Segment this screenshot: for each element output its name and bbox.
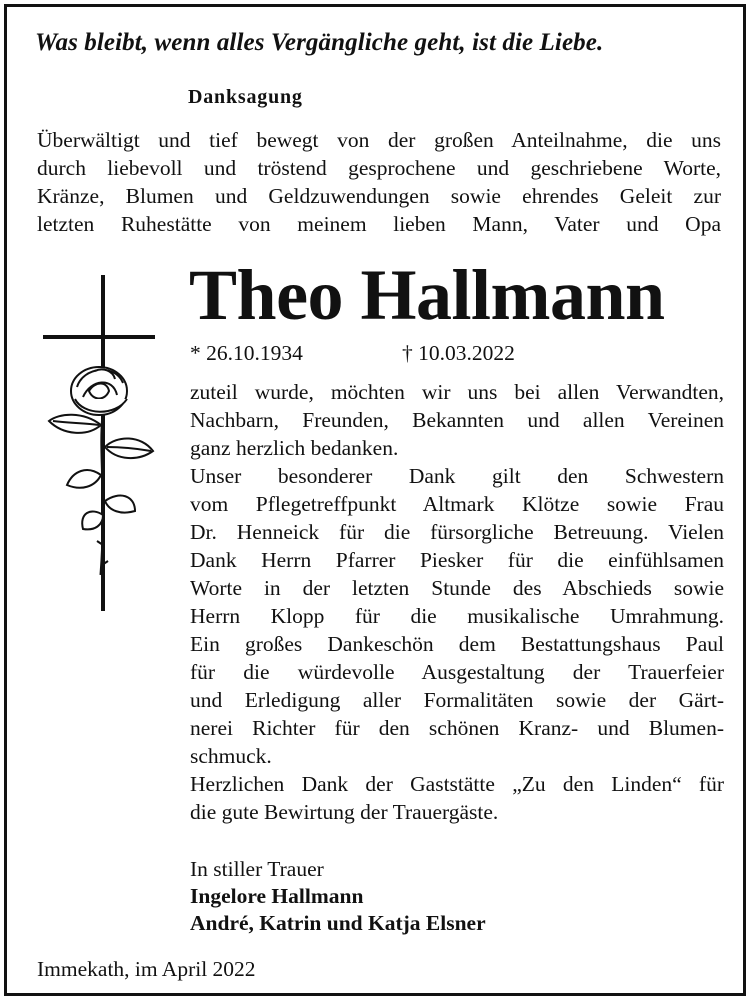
birth-date: * 26.10.1934: [190, 341, 303, 365]
body-line: und Erledigung aller Formalitäten sowie der Gärt-: [190, 688, 724, 712]
body-line: ganz herzlich bedanken.: [190, 436, 399, 460]
body-line: Herrn Klopp für die musikalische Umrahmung.: [190, 604, 724, 628]
deceased-name: Theo Hallmann: [189, 255, 665, 335]
signoff-intro: In stiller Trauer: [190, 857, 324, 881]
obituary-notice: [4, 4, 746, 996]
body-line: Herzlichen Dank der Gaststätte „Zu den Linden“ für: [190, 772, 724, 796]
intro-line: Überwältigt und tief bewegt von der großen Anteilnahme, die uns: [37, 128, 721, 152]
place-and-date: Immekath, im April 2022: [37, 957, 256, 981]
body-line: Unser besonderer Dank gilt den Schwestern: [190, 464, 724, 488]
body-line: die gute Bewirtung der Trauergäste.: [190, 800, 499, 824]
heading: Danksagung: [188, 86, 303, 108]
signoff: [190, 856, 486, 937]
body-line: schmuck.: [190, 744, 272, 768]
body-line: vom Pflegetreffpunkt Altmark Klötze sowie Frau: [190, 492, 724, 516]
body-line: für die würdevolle Ausgestaltung der Trauerfeier: [190, 660, 724, 684]
body-line: Nachbarn, Freunden, Bekannten und allen Vereinen: [190, 408, 724, 432]
intro-line: letzten Ruhestätte von meinem lieben Mann, Vater und Opa: [37, 212, 721, 236]
body-line: nerei Richter für den schönen Kranz- und Blumen-: [190, 716, 724, 740]
body-line: Ein großes Dankeschön dem Bestattungshaus Paul: [190, 632, 724, 656]
body-line: Dank Herrn Pfarrer Piesker für die einfühlsamen: [190, 548, 724, 572]
body-line: Worte in der letzten Stunde des Abschieds sowie: [190, 576, 724, 600]
body-line: Dr. Henneick für die fürsorgliche Betreuung. Vielen: [190, 520, 724, 544]
intro-line: Kränze, Blumen und Geldzuwendungen sowie ehrendes Geleit zur: [37, 184, 721, 208]
body-line: zuteil wurde, möchten wir uns bei allen Verwandten,: [190, 380, 724, 404]
thanks-paragraph: [190, 378, 724, 826]
cross-with-rose-icon: [43, 275, 167, 615]
signoff-name: André, Katrin und Katja Elsner: [190, 911, 486, 935]
motto: Was bleibt, wenn alles Vergängliche geht, ist die Liebe.: [35, 29, 604, 56]
signoff-name: Ingelore Hallmann: [190, 884, 364, 908]
death-date: † 10.03.2022: [402, 341, 515, 365]
intro-paragraph: [37, 126, 721, 238]
intro-line: durch liebevoll und tröstend gesprochene und geschriebene Worte,: [37, 156, 721, 180]
life-dates: [190, 341, 515, 366]
